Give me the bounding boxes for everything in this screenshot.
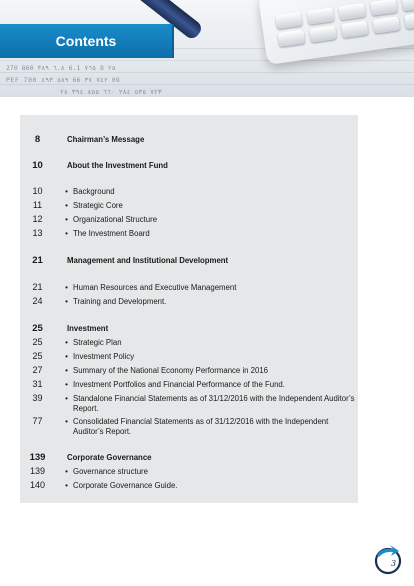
bullet-icon: • xyxy=(65,187,68,196)
toc-item[interactable] xyxy=(20,187,358,197)
bullet-icon: • xyxy=(65,283,68,292)
toc-item[interactable] xyxy=(20,215,358,225)
toc-item-text: The Investment Board xyxy=(73,229,150,238)
toc-page-number: 10 xyxy=(32,186,43,196)
page-number-badge xyxy=(373,545,403,575)
bullet-icon: • xyxy=(65,417,68,426)
toc-item[interactable] xyxy=(20,283,358,293)
toc-heading[interactable] xyxy=(20,161,358,171)
toc-item-text: Governance structure xyxy=(73,467,148,476)
toc-heading-text: Chairman’s Message xyxy=(67,135,145,144)
toc-page-number: 140 xyxy=(29,480,46,490)
bullet-icon: • xyxy=(65,481,68,490)
toc-page-number: 21 xyxy=(32,255,43,266)
toc-item-text: Investment Portfolios and Financial Performance of the Fund. xyxy=(73,380,285,389)
header-photo xyxy=(0,0,414,97)
ledger-line xyxy=(0,72,414,73)
toc-page-number: 25 xyxy=(32,351,43,361)
toc-item[interactable] xyxy=(20,467,358,477)
ledger-line xyxy=(0,84,414,85)
toc-page-number: 24 xyxy=(32,296,43,306)
ledger-digits: 270 860 ٦.٨ ٣٨٩ 6.1 ٧٦٥ 8 ٢٥ xyxy=(6,64,116,72)
toc-item[interactable] xyxy=(20,352,358,362)
toc-item-text: Background xyxy=(73,187,115,196)
toc-page-number: 77 xyxy=(32,416,43,426)
toc-page-number: 12 xyxy=(32,214,43,224)
ledger-digits: PEF 700 ٥٨٩ ٤٩٣ 66 ٧٤٢ ٣٧ 09 xyxy=(6,76,120,84)
toc-item[interactable] xyxy=(20,481,358,491)
toc-item-text: Strategic Core xyxy=(73,201,123,210)
toc-heading-text: Corporate Governance xyxy=(67,453,152,462)
bullet-icon: • xyxy=(65,338,68,347)
toc-item-text: Investment Policy xyxy=(73,352,135,361)
toc-page-number: 21 xyxy=(32,282,43,292)
toc-page-number: 25 xyxy=(32,323,43,334)
bullet-icon: • xyxy=(65,297,68,306)
page-number: 3 xyxy=(391,559,397,568)
toc-item-text: Strategic Plan xyxy=(73,338,122,347)
toc-item-text: Consolidated Financial Statements as of 31/12/2016 with the Independent Auditor’s Report. xyxy=(73,417,329,436)
toc-page-number: 11 xyxy=(32,200,43,210)
toc-heading-text: Investment xyxy=(67,324,109,333)
toc-heading-text: Management and Institutional Development xyxy=(67,256,229,265)
toc-item[interactable] xyxy=(20,201,358,211)
toc-item[interactable] xyxy=(20,394,358,413)
toc-item[interactable] xyxy=(20,229,358,239)
ledger-digits: ٧٢٣ ٥٣٥ ٢٨٤ ٦٦٠ ٨٥٥ ٣٩٤ ٢٨ xyxy=(60,88,162,96)
bullet-icon: • xyxy=(65,380,68,389)
calculator-image xyxy=(258,0,414,65)
table-of-contents xyxy=(20,115,358,503)
bullet-icon: • xyxy=(65,201,68,210)
toc-item-text: Organizational Structure xyxy=(73,215,158,224)
toc-heading-text: About the Investment Fund xyxy=(67,161,168,170)
toc-item[interactable] xyxy=(20,417,358,436)
toc-item-text: Standalone Financial Statements as of 31/12/2016 with the Independent Auditor’s Report. xyxy=(73,394,355,413)
bullet-icon: • xyxy=(65,394,68,403)
toc-page-number: 8 xyxy=(34,134,41,145)
toc-page-number: 13 xyxy=(32,228,43,238)
toc-item-text: Training and Development. xyxy=(73,297,167,306)
toc-heading[interactable] xyxy=(20,324,358,334)
toc-item-text: Human Resources and Executive Management xyxy=(73,283,237,292)
toc-page-number: 39 xyxy=(32,393,43,403)
toc-page-number: 10 xyxy=(32,160,43,171)
toc-page-number: 139 xyxy=(29,452,46,463)
toc-item-text: Corporate Governance Guide. xyxy=(73,481,178,490)
toc-heading[interactable] xyxy=(20,135,358,145)
toc-heading[interactable] xyxy=(20,453,358,463)
toc-item-text: Summary of the National Economy Performance in 2016 xyxy=(73,366,269,375)
toc-item[interactable] xyxy=(20,297,358,307)
toc-page-number: 25 xyxy=(32,337,43,347)
title-banner xyxy=(0,24,172,58)
toc-page-number: 139 xyxy=(29,466,46,476)
toc-item[interactable] xyxy=(20,380,358,390)
bullet-icon: • xyxy=(65,229,68,238)
toc-page-number: 31 xyxy=(32,379,43,389)
bullet-icon: • xyxy=(65,366,68,375)
bullet-icon: • xyxy=(65,352,68,361)
toc-heading[interactable] xyxy=(20,256,358,266)
bullet-icon: • xyxy=(65,467,68,476)
toc-item[interactable] xyxy=(20,366,358,376)
bullet-icon: • xyxy=(65,215,68,224)
page-title: Contents xyxy=(55,33,117,49)
ledger-line xyxy=(0,60,414,61)
toc-item[interactable] xyxy=(20,338,358,348)
toc-page-number: 27 xyxy=(32,365,43,375)
